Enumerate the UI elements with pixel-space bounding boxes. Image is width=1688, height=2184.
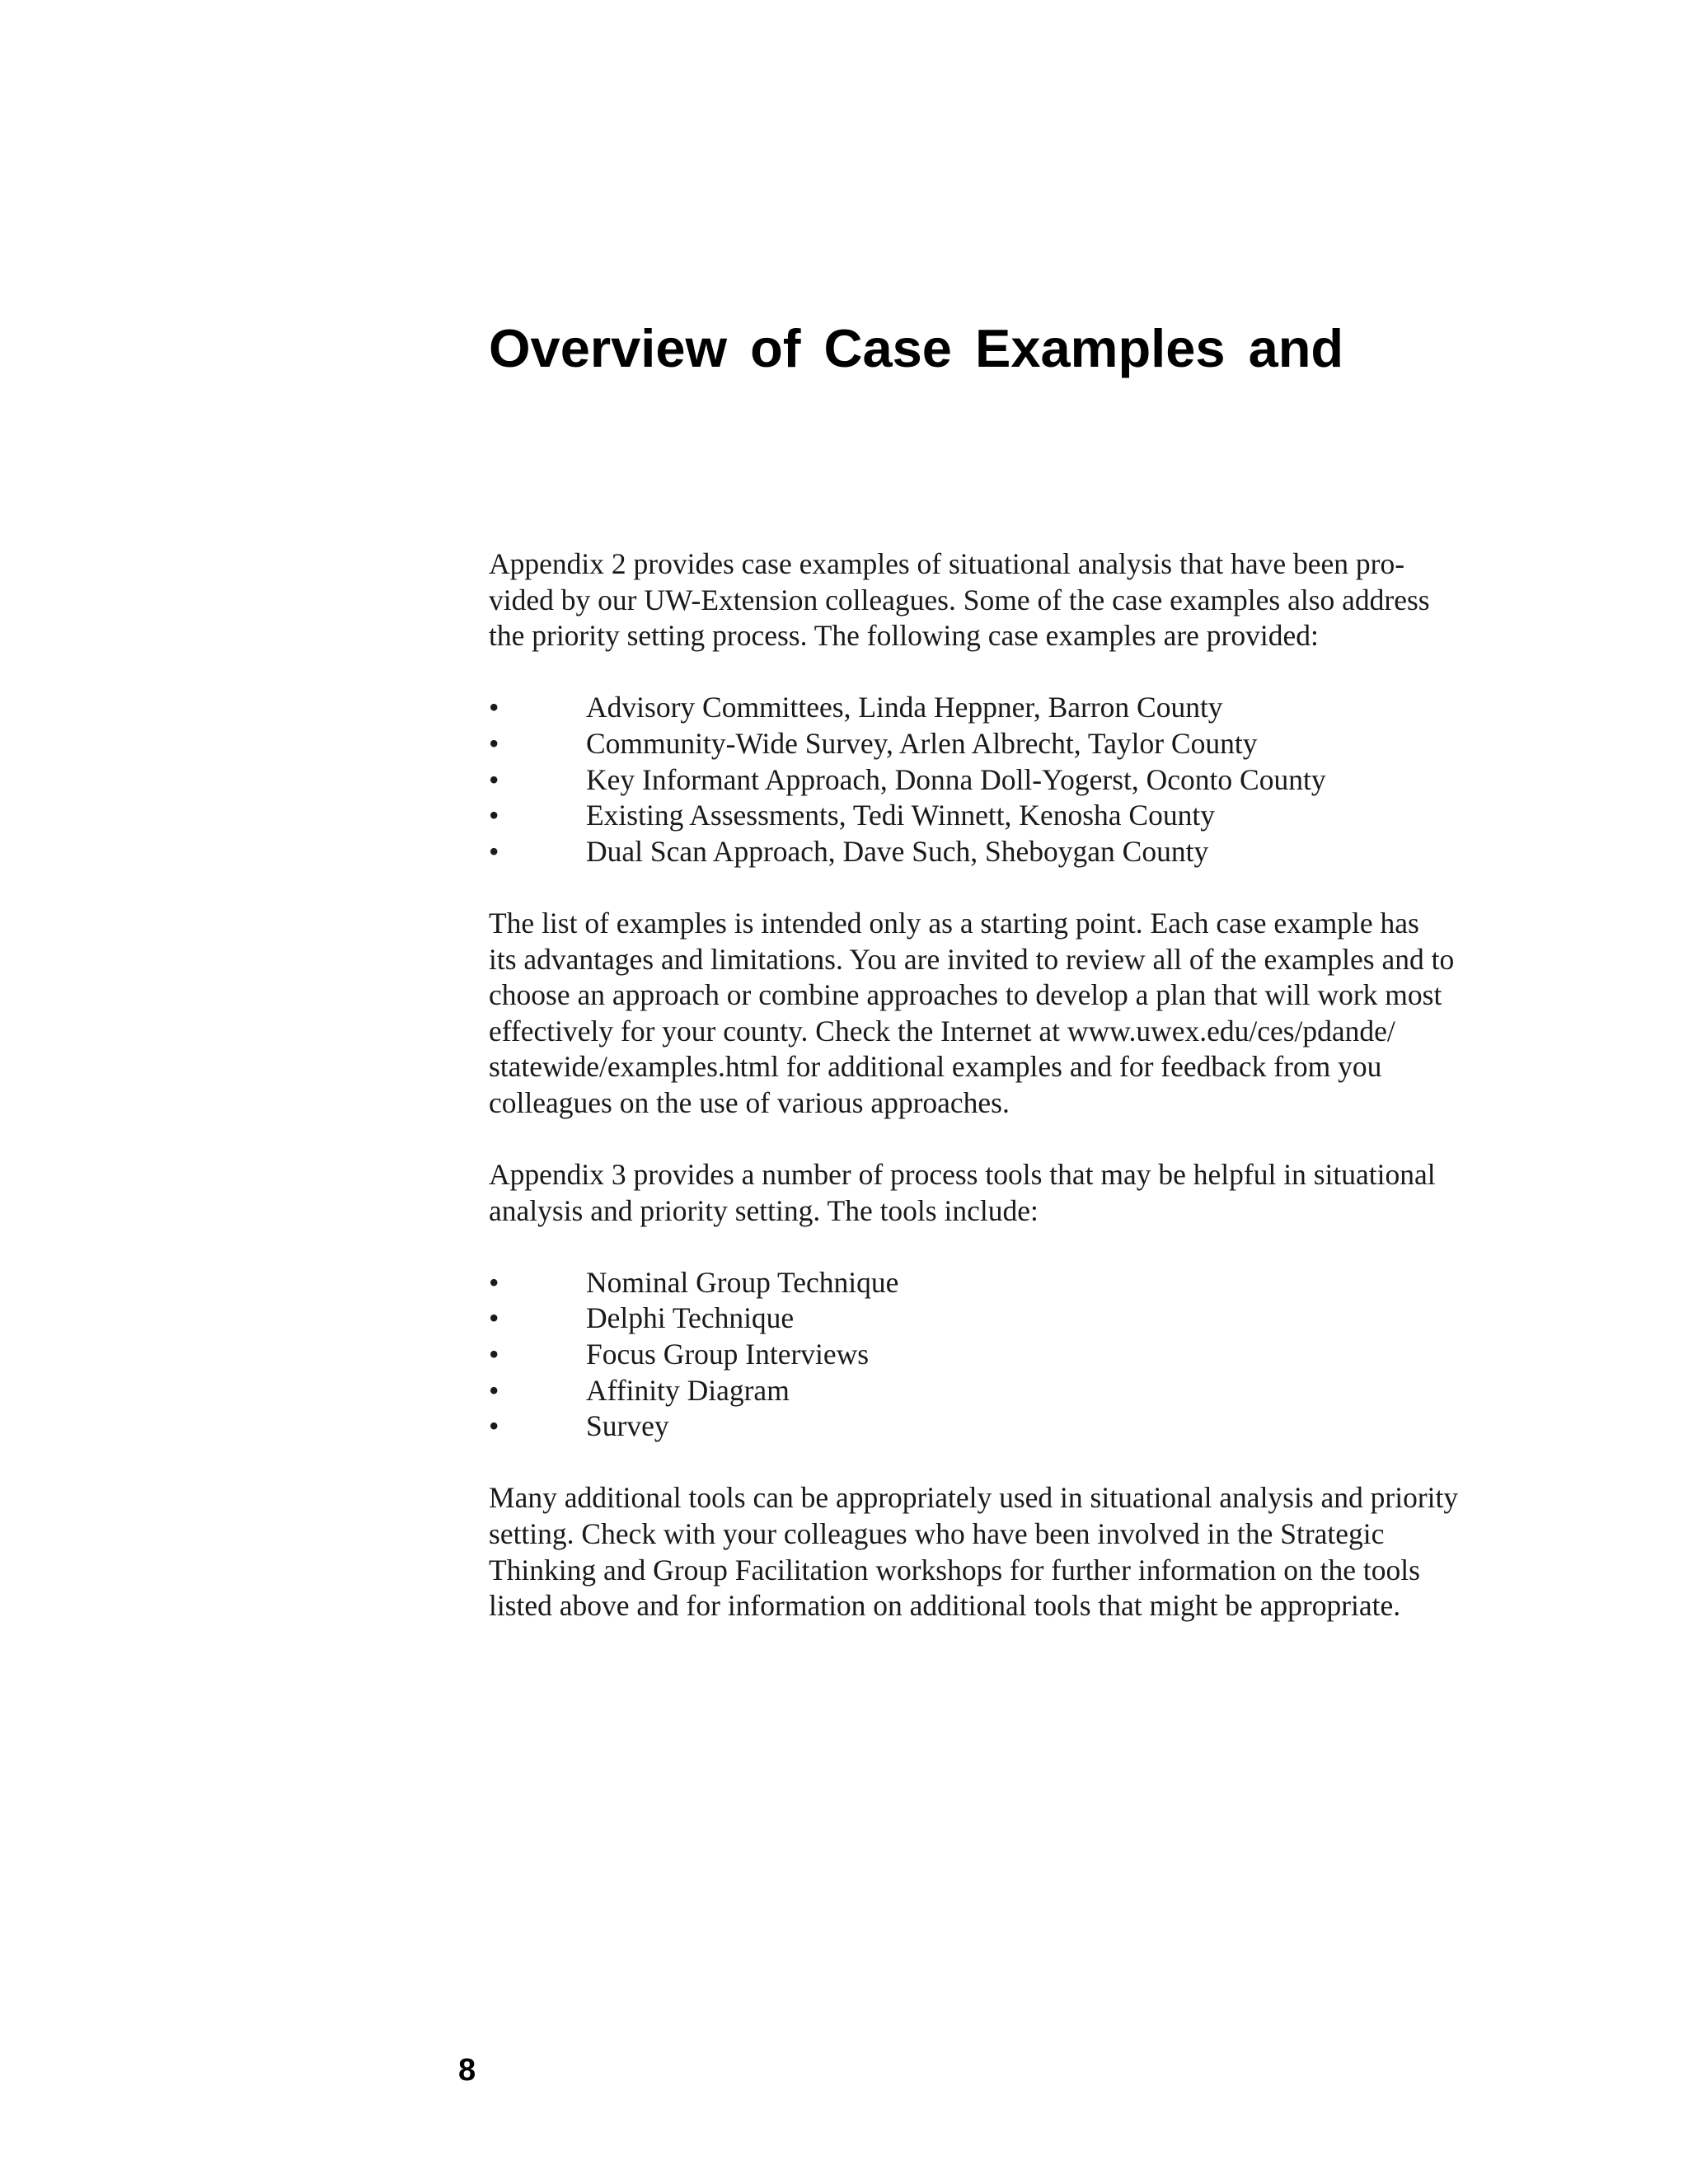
case-example-text: Key Informant Approach, Donna Doll-Yogerst, Oconto County (586, 762, 1326, 796)
list-item (489, 798, 1527, 834)
page-title: Overview of Case Examples and (489, 318, 1344, 378)
bullet-icon: • (489, 834, 499, 868)
bullet-icon: • (489, 799, 499, 832)
examples-paragraph: The list of examples is intended only as a starting point. Each case example has its advantages and limitations. You are invited to review all of the examples and to choose an approach or combine approaches to develop a plan that will work most effectively for your county. Check the Internet at www.uwex.edu/ces/pdande/ statewide/examples.html for additional examples and for feedback from you colleagues on the use of various approaches. (489, 906, 1455, 1119)
list-item (489, 1301, 1527, 1337)
list-item (489, 762, 1527, 799)
tools-list (489, 1265, 1527, 1445)
tools-paragraph: Appendix 3 provides a number of process tools that may be helpful in situational analysis and priority setting. The tools include: (489, 1158, 1436, 1227)
bullet-icon: • (489, 1409, 499, 1443)
bullet-icon: • (489, 762, 499, 796)
intro-paragraph: Appendix 2 provides case examples of situational analysis that have been pro- vided by our UW-Extension colleagues. Some of the case examples also address the priority setting process. The following case examples are provided: (489, 547, 1430, 653)
closing-paragraph: Many additional tools can be appropriately used in situational analysis and priority setting. Check with your colleagues who have been involved in the Strategic Thinking and Group Facilitation workshops for further information on the tools listed above and for information on additional tools that might be appropriate. (489, 1481, 1459, 1623)
list-item (489, 1265, 1527, 1301)
case-examples-list (489, 690, 1527, 869)
bullet-icon: • (489, 726, 499, 760)
body-content (489, 546, 1527, 1660)
list-item (489, 690, 1527, 726)
tool-text: Affinity Diagram (586, 1373, 790, 1407)
bullet-icon: • (489, 691, 499, 724)
list-item (489, 834, 1527, 870)
tool-text: Nominal Group Technique (586, 1265, 899, 1299)
list-item (489, 726, 1527, 762)
bullet-icon: • (489, 1265, 499, 1299)
case-example-text: Advisory Committees, Linda Heppner, Barron County (586, 691, 1223, 724)
list-item (489, 1408, 1527, 1445)
case-example-text: Community-Wide Survey, Arlen Albrecht, Taylor County (586, 726, 1258, 760)
bullet-icon: • (489, 1373, 499, 1407)
case-example-text: Existing Assessments, Tedi Winnett, Kenosha County (586, 799, 1215, 832)
list-item (489, 1337, 1527, 1373)
bullet-icon: • (489, 1301, 499, 1335)
bullet-icon: • (489, 1338, 499, 1371)
tool-text: Focus Group Interviews (586, 1338, 870, 1371)
page-number: 8 (458, 2053, 476, 2088)
list-item (489, 1373, 1527, 1409)
tool-text: Survey (586, 1409, 669, 1443)
case-example-text: Dual Scan Approach, Dave Such, Sheboygan County (586, 834, 1209, 868)
tool-text: Delphi Technique (586, 1301, 795, 1335)
